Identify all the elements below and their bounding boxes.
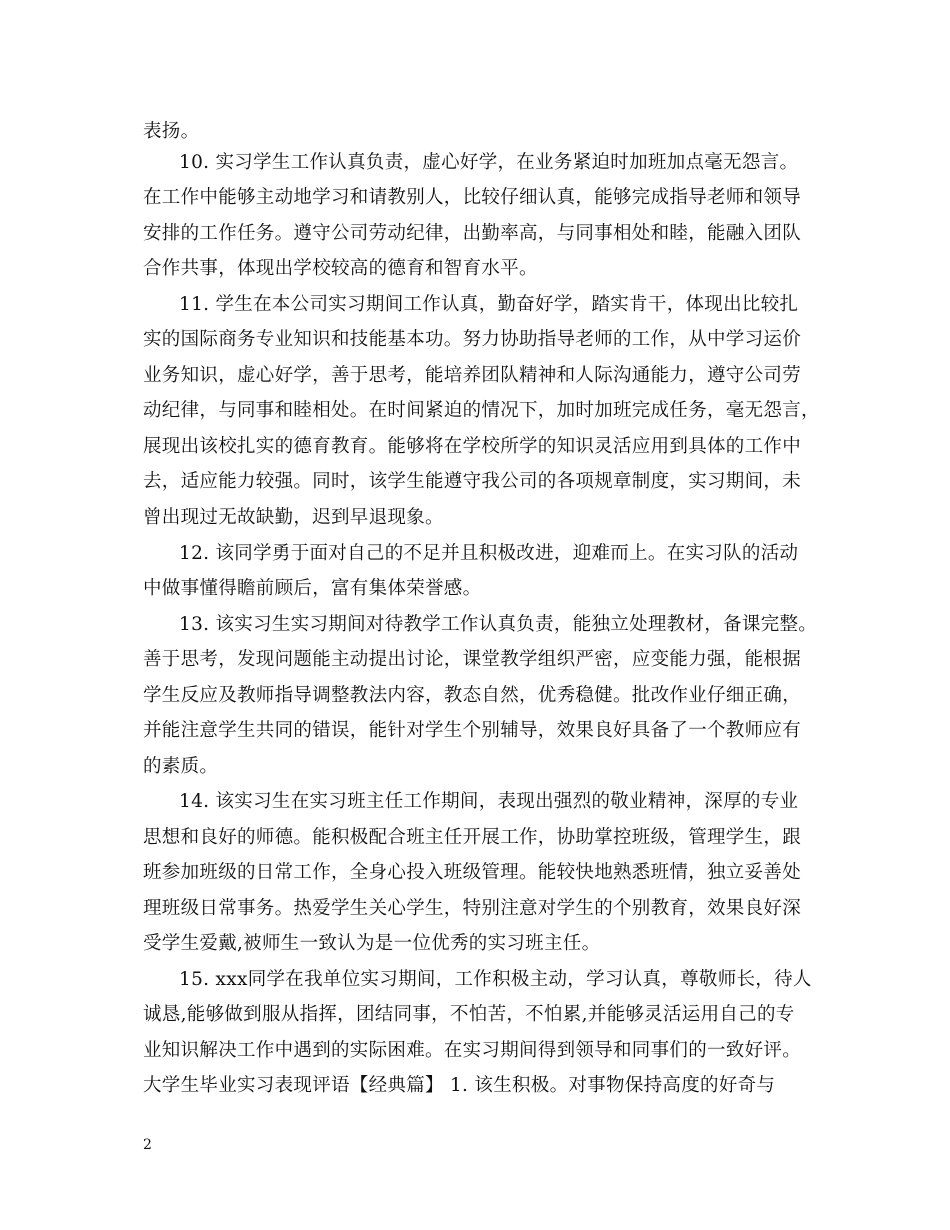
- text-line: 中做事懂得瞻前顾后，富有集体荣誉感。: [143, 578, 482, 599]
- text-line: 11. 学生在本公司实习期间工作认真，勤奋好学，踏实肯干，体现出比较扎: [179, 294, 799, 315]
- text-line: 合作共事，体现出学校较高的德育和智育水平。: [143, 258, 538, 279]
- text-line: 并能注意学生共同的错误，能针对学生个别辅导，效果良好具备了一个教师应有: [143, 720, 802, 741]
- page-number: 2: [143, 1137, 152, 1153]
- text-line: 展现出该校扎实的德育教育。能够将在学校所学的知识灵活应用到具体的工作中: [143, 436, 802, 457]
- text-line: 大学生毕业实习表现评语【经典篇】 1. 该生积极。对事物保持高度的好奇与: [143, 1075, 776, 1096]
- text-line: 10. 实习学生工作认真负责，虚心好学，在业务紧迫时加班加点毫无怨言。: [179, 152, 799, 173]
- text-line: 安排的工作任务。遵守公司劳动纪律，出勤率高，与同事相处和睦，能融入团队: [143, 223, 802, 244]
- text-line: 善于思考，发现问题能主动提出讨论，课堂教学组织严密，应变能力强，能根据: [143, 649, 802, 670]
- text-line: 班参加班级的日常工作，全身心投入班级管理。能较快地熟悉班情，独立妥善处: [143, 862, 802, 883]
- text-line: 理班级日常事务。热爱学生关心学生，特别注意对学生的个别教育，效果良好深: [143, 898, 802, 919]
- text-line: 15. xxx同学在我单位实习期间，工作积极主动，学习认真，尊敬师长，待人: [179, 969, 812, 990]
- text-line: 12. 该同学勇于面对自己的不足并且积极改进，迎难而上。在实习队的活动: [179, 543, 799, 564]
- text-line: 的素质。: [143, 756, 219, 777]
- text-line: 学生反应及教师指导调整教法内容，教态自然，优秀稳健。批改作业仔细正确，: [143, 685, 802, 706]
- text-line: 去，适应能力较强。同时，该学生能遵守我公司的各项规章制度，实习期间，未: [143, 471, 802, 492]
- text-line: 在工作中能够主动地学习和请教别人，比较仔细认真，能够完成指导老师和领导: [143, 187, 802, 208]
- text-line: 14. 该实习生在实习班主任工作期间，表现出强烈的敬业精神，深厚的专业: [179, 791, 799, 812]
- text-line: 表扬。: [143, 121, 200, 142]
- text-line: 动纪律，与同事和睦相处。在时间紧迫的情况下，加时加班完成任务，毫无怨言，: [143, 400, 820, 421]
- text-line: 业务知识，虚心好学，善于思考，能培养团队精神和人际沟通能力，遵守公司劳: [143, 365, 802, 386]
- text-line: 业知识解决工作中遇到的实际困难。在实习期间得到领导和同事们的一致好评。: [143, 1040, 802, 1061]
- text-line: 受学生爱戴,被师生一致认为是一位优秀的实习班主任。: [143, 933, 601, 954]
- text-line: 诚恳,能够做到服从指挥，团结同事，不怕苦，不怕累,并能够灵活运用自己的专: [143, 1004, 795, 1025]
- text-line: 实的国际商务专业知识和技能基本功。努力协助指导老师的工作，从中学习运价: [143, 329, 802, 350]
- text-line: 13. 该实习生实习期间对待教学工作认真负责，能独立处理教材，备课完整。: [179, 614, 818, 635]
- text-line: 曾出现过无故缺勤，迟到早退现象。: [143, 507, 444, 528]
- text-line: 思想和良好的师德。能积极配合班主任开展工作，协助掌控班级，管理学生，跟: [143, 827, 802, 848]
